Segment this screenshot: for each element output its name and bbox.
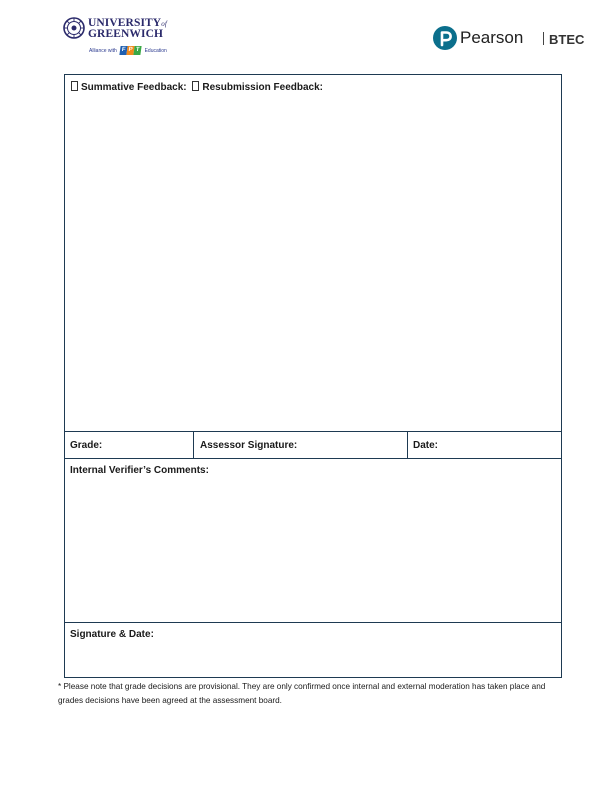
logo-separator — [543, 32, 544, 45]
feedback-form — [64, 74, 562, 678]
fpt-logo — [120, 46, 141, 55]
summative-checkbox[interactable] — [71, 81, 78, 91]
resubmission-checkbox[interactable] — [192, 81, 199, 91]
alliance-suffix: Education — [144, 47, 167, 54]
feedback-section — [65, 75, 561, 432]
signature-date-label: Signature & Date: — [70, 629, 154, 640]
university-name-line1: UNIVERSITY — [88, 17, 162, 29]
btec-wordmark: BTEC — [549, 32, 585, 47]
alliance-line — [89, 46, 167, 55]
date-cell[interactable] — [408, 432, 561, 458]
university-of-greenwich-logo — [63, 15, 173, 59]
alliance-prefix: Alliance with — [89, 47, 117, 54]
university-name — [88, 18, 167, 39]
fpt-letter-t: T — [135, 47, 141, 53]
resubmission-feedback-label: Resubmission Feedback: — [202, 82, 323, 93]
university-crest-icon — [63, 17, 85, 39]
assessor-signature-label: Assessor Signature: — [200, 440, 298, 451]
university-name-of: of — [161, 20, 167, 28]
grade-cell[interactable] — [65, 432, 194, 458]
internal-verifier-comments-label: Internal Verifier’s Comments: — [70, 465, 209, 476]
grade-row — [65, 432, 561, 459]
date-label: Date: — [413, 440, 439, 451]
assessor-signature-cell[interactable] — [194, 432, 408, 458]
university-name-line2: GREENWICH — [88, 28, 164, 40]
fpt-letter-f: F — [121, 47, 127, 53]
fpt-letter-p: P — [128, 47, 134, 53]
signature-date-section[interactable] — [65, 623, 561, 677]
provisional-grade-footnote: * Please note that grade decisions are provisional. They are only confirmed once internal and external moderation has taken place and grades decisions have been agreed at the assessment board. — [58, 682, 546, 705]
pearson-wordmark: Pearson — [460, 28, 524, 47]
summative-feedback-label: Summative Feedback: — [81, 82, 187, 93]
feedback-type-labels — [71, 81, 323, 93]
pearson-p-icon — [433, 26, 457, 50]
internal-verifier-section[interactable] — [65, 459, 561, 623]
grade-label: Grade: — [70, 440, 103, 451]
